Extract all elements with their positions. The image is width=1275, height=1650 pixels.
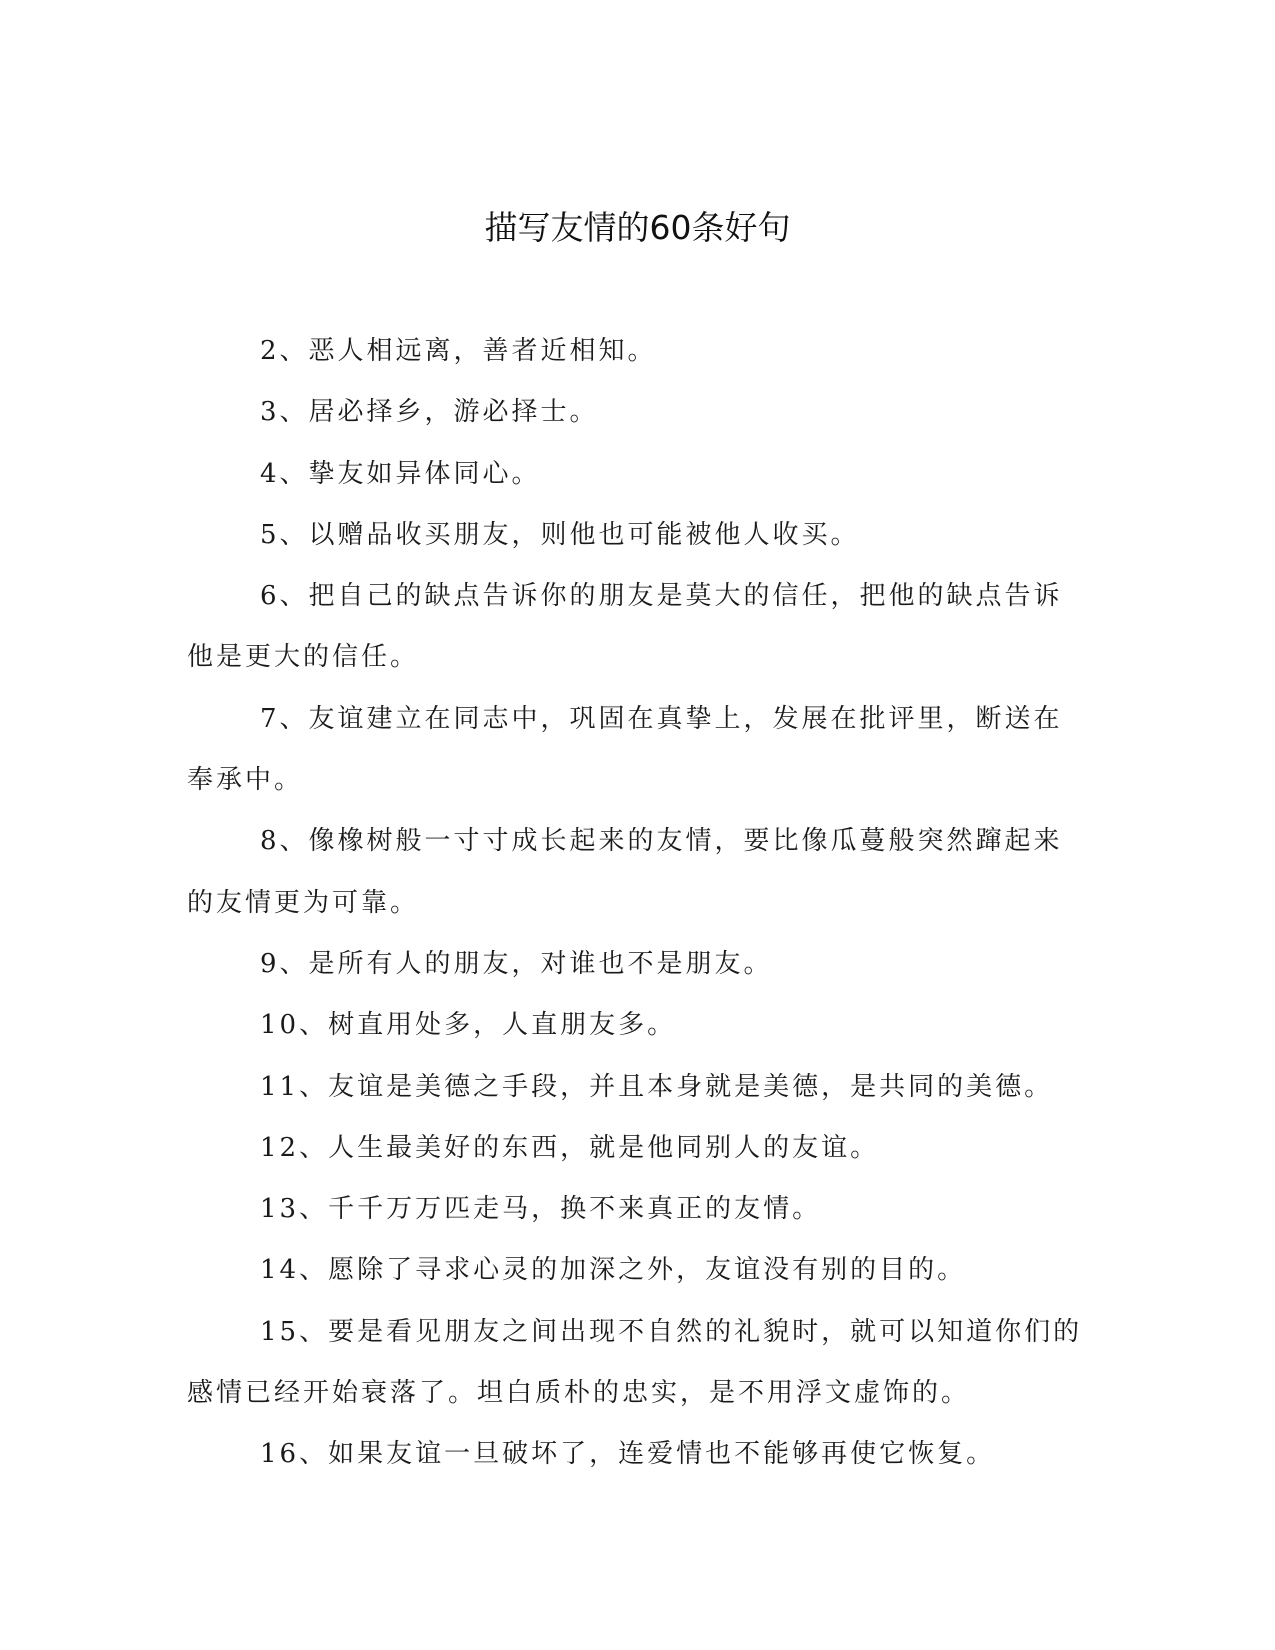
quote-list [187,321,1087,1486]
list-item: 10、树直用处多，人直朋友多。 [260,1010,677,1041]
list-item: 3、居必择乡，游必择士。 [260,397,599,428]
list-item: 16、如果友谊一旦破坏了，连爱情也不能够再使它恢复。 [260,1439,996,1470]
list-item: 15、要是看见朋友之间出现不自然的礼貌时，就可以知道你们的感情已经开始衰落了。坦白质朴的忠实，是不用浮文虚饰的。 [187,1316,1083,1409]
list-item: 8、像橡树般一寸寸成长起来的友情，要比像瓜蔓般突然蹿起来的友情更为可靠。 [187,826,1063,918]
list-item: 11、友谊是美德之手段，并且本身就是美德，是共同的美德。 [260,1071,1054,1102]
list-item: 14、愿除了寻求心灵的加深之外，友谊没有别的目的。 [260,1255,967,1286]
list-item: 2、恶人相远离，善者近相知。 [260,336,657,366]
list-item: 13、千千万万匹走马，换不来真正的友情。 [260,1194,822,1225]
list-item: 9、是所有人的朋友，对谁也不是朋友。 [260,948,773,979]
list-item: 4、挚友如异体同心。 [260,458,541,489]
page-title: 描写友情的60条好句 [484,208,791,247]
list-item: 7、友谊建立在同志中，巩固在真挚上，发展在批评里，断送在奉承中。 [187,703,1063,796]
list-item: 5、以赠品收买朋友，则他也可能被他人收买。 [260,519,860,550]
list-item: 6、把自己的缺点告诉你的朋友是莫大的信任，把他的缺点告诉他是更大的信任。 [187,581,1063,673]
list-item: 12、人生最美好的东西，就是他同别人的友谊。 [260,1132,880,1163]
